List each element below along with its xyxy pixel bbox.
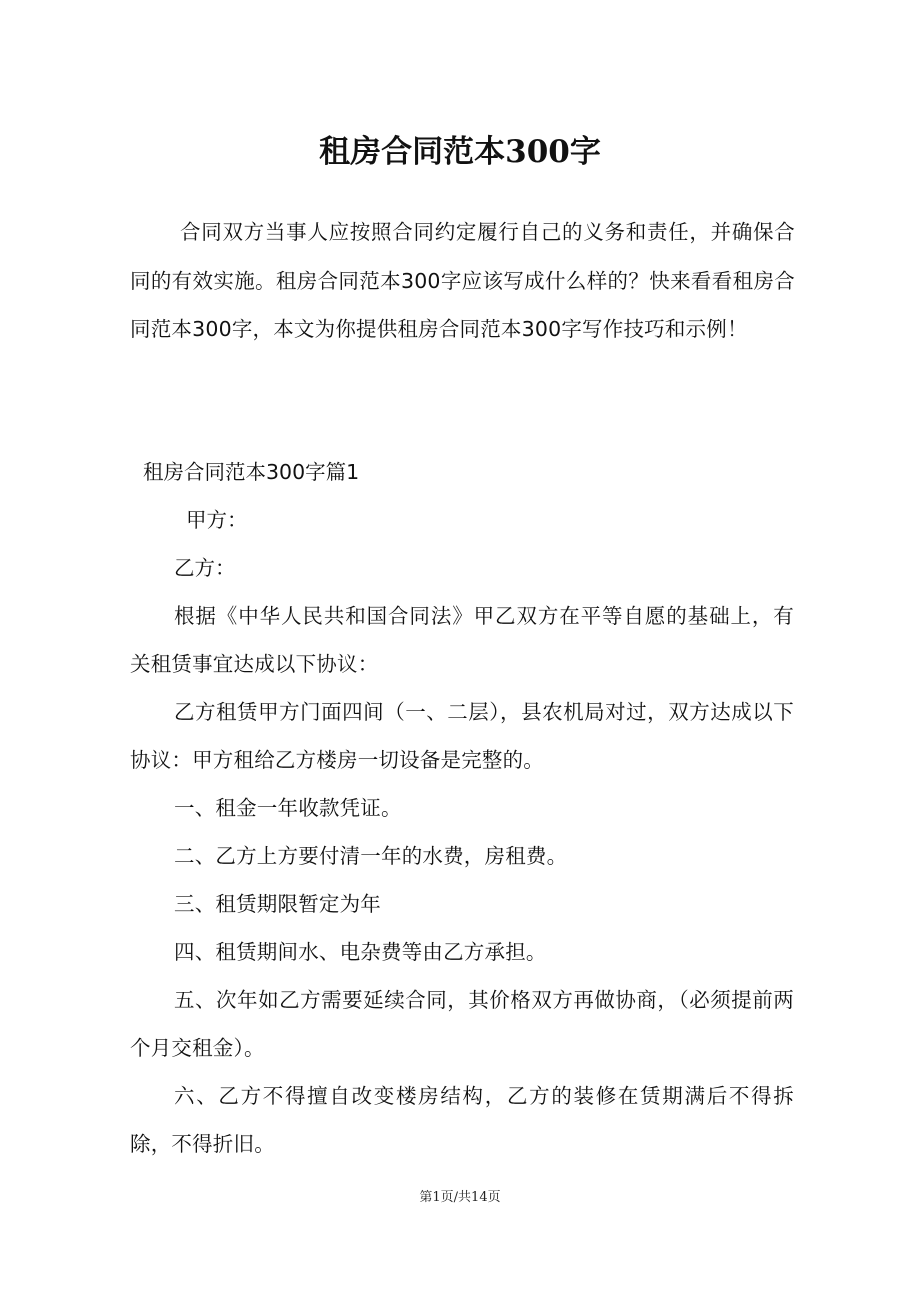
page-number-footer: 第1页/共14页 [419,1190,501,1205]
contract-clause: 四、租赁期间水、电杂费等由乙方承担。 [174,940,547,964]
contract-clause: 三、租赁期限暂定为年 [174,892,381,916]
document-title: 租房合同范本300字 [319,134,601,170]
section-heading: 租房合同范本300字篇1 [143,460,360,484]
contract-paragraph: 乙方租赁甲方门面四间（一、二层），县农机局对过，双方达成以下协议：甲方租给乙方楼房一切设备是完整的。 [130,700,794,772]
contract-clause: 一、租金一年收款凭证。 [174,796,402,820]
contract-clause: 五、次年如乙方需要延续合同，其价格双方再做协商，（必须提前两个月交租金）。 [130,988,794,1060]
intro-paragraph: 合同双方当事人应按照合同约定履行自己的义务和责任，并确保合同的有效实施。租房合同范本300字应该写成什么样的？快来看看租房合同范本300字，本文为你提供租房合同范本300字写作技巧和示例！ [130,220,795,341]
contract-paragraph: 根据《中华人民共和国合同法》甲乙双方在平等自愿的基础上，有关租赁事宜达成以下协议： [130,604,794,676]
contract-clause: 二、乙方上方要付清一年的水费，房租费。 [174,844,568,868]
party-b-label: 乙方： [174,556,236,580]
contract-clause: 六、乙方不得擅自改变楼房结构，乙方的装修在赁期满后不得拆除，不得折旧。 [130,1084,794,1156]
party-a-label: 甲方： [186,508,248,532]
